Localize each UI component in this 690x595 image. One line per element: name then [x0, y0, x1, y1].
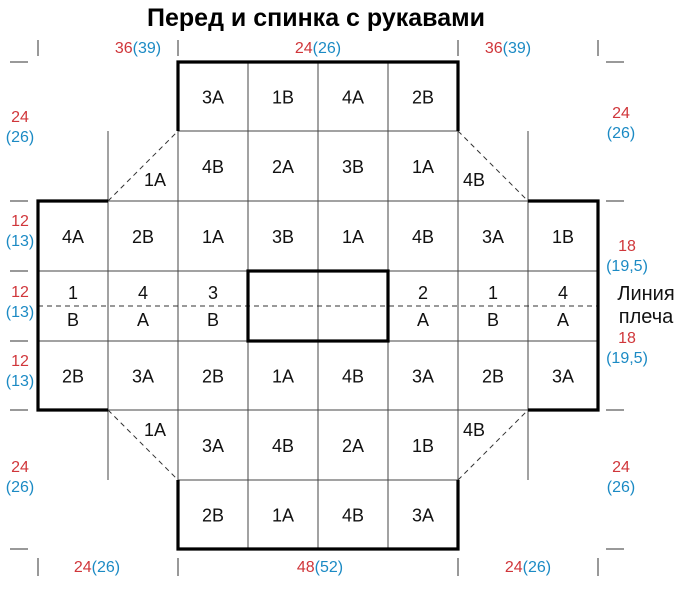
cell-label-r3c6-letter: B: [486, 310, 500, 330]
cell-label-r1c5: 1A: [411, 157, 435, 177]
cell-label-r4c0: 2B: [61, 366, 85, 387]
cell-label-r6c3: 1A: [271, 505, 295, 526]
bottom-dim-center: 48(52): [296, 559, 344, 576]
top-dim-center: 24(26): [294, 40, 342, 57]
cell-label-r2c4: 1A: [341, 227, 365, 247]
cell-label-r0c4: 4A: [341, 87, 365, 108]
cell-label-r1c2: 4B: [201, 157, 225, 177]
cell-label-r5c3: 4B: [271, 436, 295, 456]
right-dim-3-red: 18: [618, 330, 636, 347]
left-dim-1-blue: (26): [5, 129, 35, 146]
cell-label-r4c3: 1A: [271, 366, 295, 387]
cell-label-r3c0-letter: B: [66, 310, 80, 330]
cell-label-r6c4: 4B: [341, 505, 365, 526]
cell-label-r3c7-letter: A: [556, 310, 570, 330]
cell-label-r4c1: 3A: [131, 366, 155, 387]
cell-label-r6c2: 2B: [201, 505, 225, 526]
left-dim-4-blue: (13): [5, 373, 35, 390]
bottom-dim-left: 24(26): [73, 559, 121, 576]
cell-label-r2c5: 4B: [411, 227, 435, 247]
bottom-dim-right: 24(26): [504, 559, 552, 576]
left-dim-2-blue: (13): [5, 233, 35, 250]
cell-label-r2c1: 2B: [131, 227, 155, 247]
left-dim-4-red: 12: [11, 353, 29, 370]
cell-label-r4c4: 4B: [341, 366, 365, 387]
right-dim-4-blue: (26): [606, 479, 636, 496]
cell-label-r4c7: 3A: [551, 366, 575, 387]
cell-label-r3c1-letter: A: [136, 310, 150, 330]
cell-label-r5c4: 2A: [341, 436, 365, 456]
cell-label-r3c1-number: 4: [137, 283, 149, 303]
left-dim-3-red: 12: [11, 284, 29, 301]
cell-label-r2c2: 1A: [201, 227, 225, 247]
cell-label-r1c6: 4B: [462, 170, 486, 190]
cell-label-r6c5: 3A: [411, 505, 435, 526]
cell-label-r0c3: 1B: [271, 87, 295, 108]
diagram-title: Перед и спинка с рукавами: [147, 4, 485, 32]
cell-label-r3c5-letter: A: [416, 310, 430, 330]
cell-label-r1c3: 2A: [271, 157, 295, 177]
right-dim-1-red: 24: [612, 105, 630, 122]
left-dim-3-blue: (13): [5, 304, 35, 321]
cell-label-r0c2: 3A: [201, 87, 225, 108]
cell-label-r3c6-number: 1: [487, 283, 499, 303]
cell-label-r3c0-number: 1: [67, 283, 79, 303]
cell-label-r1c4: 3B: [341, 157, 365, 177]
dimension-ticks: [10, 40, 624, 576]
left-dim-5-blue: (26): [5, 479, 35, 496]
cell-label-r2c0: 4A: [61, 227, 85, 247]
cell-label-r5c6: 4B: [462, 420, 486, 440]
cell-label-r4c5: 3A: [411, 366, 435, 387]
cell-label-r4c2: 2B: [201, 366, 225, 387]
cell-label-r5c5: 1B: [411, 436, 435, 456]
left-dimensions: [6, 109, 34, 496]
right-dim-4-red: 24: [612, 459, 630, 476]
top-dim-right: 36(39): [484, 40, 532, 57]
shoulder-label-line2: плеча: [618, 306, 674, 328]
right-dim-1-blue: (26): [606, 125, 636, 142]
cell-label-r2c7: 1B: [551, 227, 575, 247]
cell-label-r3c5-number: 2: [417, 283, 429, 303]
left-dim-2-red: 12: [11, 213, 29, 230]
cell-label-r2c6: 3A: [481, 227, 505, 247]
cell-label-r0c5: 2B: [411, 87, 435, 108]
left-dim-5-red: 24: [11, 459, 29, 476]
right-dim-3-blue: (19,5): [606, 350, 648, 367]
left-dim-1-red: 24: [11, 109, 29, 126]
shoulder-label-line1: Линия: [617, 283, 675, 305]
cell-label-r3c2-number: 3: [207, 283, 219, 303]
top-dimensions: [115, 40, 531, 57]
cell-label-r3c7-number: 4: [557, 283, 569, 303]
cell-label-r5c2: 3A: [201, 436, 225, 456]
cell-label-r2c3: 3B: [271, 227, 295, 247]
cell-label-r4c6: 2B: [481, 366, 505, 387]
cell-label-r3c2-letter: B: [206, 310, 220, 330]
bottom-dimensions: [74, 559, 551, 576]
right-dim-2-red: 18: [618, 238, 636, 255]
cell-label-r5c1: 1A: [143, 420, 167, 440]
right-dim-2-blue: (19,5): [606, 258, 648, 275]
top-dim-left: 36(39): [114, 40, 162, 57]
cell-label-r1c1: 1A: [143, 170, 167, 190]
